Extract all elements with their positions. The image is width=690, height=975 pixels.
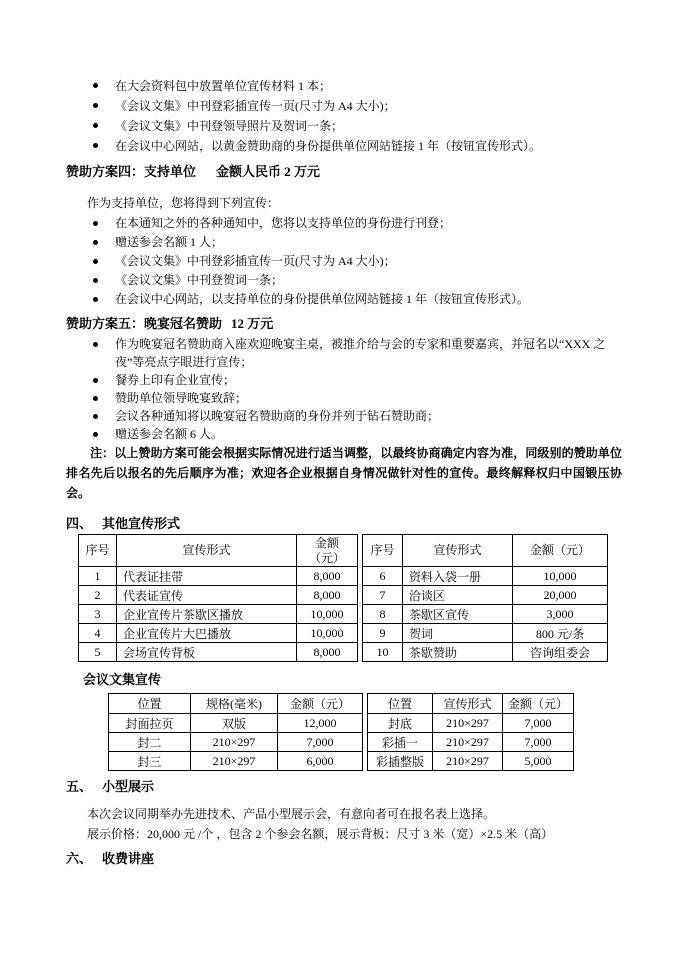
table-row [363,586,608,605]
note-paragraph: 注：以上赞助方案可能会根据实际情况进行适当调整，以最终协商确定内容为准，同级别的赞助单位排名先后以报名的先后顺序为准；欢迎各企业根据自身情况做针对性的宣传。最终解释权归中国锻压协会。 [66,446,622,500]
plan4-title-label: 赞助方案四：支持单位 [66,164,197,179]
table-row [109,733,363,752]
table-cell: 茶歇区宣传 [403,605,513,624]
table-cell: 代表证宣传 [117,586,297,605]
table-cell: 资料入袋一册 [403,567,513,586]
plan4-bullet-list [66,214,622,309]
table-cell: 封三 [109,752,191,771]
table-cell: 贺词 [403,624,513,643]
table-cell: 双版 [191,714,278,733]
table-cell: 8,000 [297,643,358,662]
section5-number: 五、 [66,779,93,794]
table-cell: 封面拉页 [109,714,191,733]
bullet-item: 赞助单位领导晚宴致辞； [66,389,622,407]
bullet-item: 在会议中心网站，以支持单位的身份提供单位网站链接 1 年（按钮宣传形式）。 [66,290,622,309]
table-row [363,605,608,624]
table-cell: 企业宣传片茶歇区播放 [117,605,297,624]
plan5-title [66,313,622,335]
expo-price-line: 展示价格：20,000 元 /个 ，包含 2 个参会名额，展示背板：尺寸 3 米（宽）×2.5 米（高） [87,827,554,841]
bullet-item: 《会议文集》中刊登彩插宣传一页(尺寸为 A4 大小)； [66,96,622,116]
plan5-title-amount: 12 万元 [231,316,274,331]
column-header: 位置 [368,694,433,714]
table-row [363,567,608,586]
table-cell: 8 [363,605,403,624]
table-cell: 代表证挂带 [117,567,297,586]
bullet-item: 赠送参会名额 6 人。 [66,425,622,443]
column-header: 位置 [109,694,191,714]
table-cell: 1 [79,567,117,586]
table-cell: 6 [363,567,403,586]
section6-title: 收费讲座 [102,851,155,866]
other-promo-table-right [362,534,608,662]
column-header: 序号 [363,535,403,567]
table-cell: 6,000 [278,752,363,771]
plan4-title-amount: 金额人民币 2 万元 [216,164,321,179]
bullet-item: 餐券上印有企业宣传； [66,371,622,389]
table-cell: 8,000 [297,586,358,605]
section4-number: 四、 [66,516,93,531]
bullet-item: 赠送参会名额 1 人； [66,233,622,252]
table-cell: 7,000 [278,733,363,752]
plan4-intro: 作为支持单位，您将得到下列宣传： [87,196,280,210]
table-cell: 210×297 [433,733,503,752]
other-promo-tables [78,534,622,662]
table-cell: 3 [79,605,117,624]
table-cell: 800 元/条 [513,624,608,643]
column-header: 金额（元） [297,535,358,567]
docs-table-left [108,693,363,771]
table-cell: 洽谈区 [403,586,513,605]
column-header: 规格(毫米) [191,694,278,714]
table-cell: 10 [363,643,403,662]
table-row [363,643,608,662]
column-header: 金额（元） [503,694,574,714]
other-promo-table-left [78,534,358,662]
bullet-item: 《会议文集》中刊登领导照片及贺词一条； [66,116,622,136]
table-cell: 210×297 [191,733,278,752]
plan4-title [66,161,622,183]
table-row [79,605,358,624]
plan5-title-label: 赞助方案五：晚宴冠名赞助 [66,316,223,331]
bullet-item: 作为晚宴冠名赞助商入座欢迎晚宴主桌，被推介给与会的专家和重要嘉宾，并冠名以“XXX 之夜”等亮点字眼进行宣传； [66,335,622,371]
table-cell: 9 [363,624,403,643]
table-row [79,624,358,643]
bullet-item: 在会议中心网站，以黄金赞助商的身份提供单位网站链接 1 年（按钮宣传形式）。 [66,136,622,156]
table-cell: 12,000 [278,714,363,733]
table-row [368,752,574,771]
section4-heading [66,514,622,534]
column-header: 金额（元） [513,535,608,567]
bullet-item: 在大会资料包中放置单位宣传材料 1 本； [66,76,622,96]
section5-heading [66,777,622,797]
column-header: 宣传形式 [403,535,513,567]
table-row [109,752,363,771]
table-cell: 3,000 [513,605,608,624]
table-cell: 10,000 [297,624,358,643]
docs-table-right [367,693,574,771]
section6-number: 六、 [66,851,93,866]
plan5-bullet-list [66,335,622,443]
table-cell: 4 [79,624,117,643]
table-row [79,586,358,605]
table-cell: 210×297 [433,714,503,733]
table-cell: 5 [79,643,117,662]
table-row [368,733,574,752]
column-header: 宣传形式 [117,535,297,567]
table-cell: 5,000 [503,752,574,771]
table-cell: 彩插整版 [368,752,433,771]
table-cell: 彩插一 [368,733,433,752]
table-cell: 茶歇赞助 [403,643,513,662]
table-cell: 10,000 [513,567,608,586]
table-cell: 10,000 [297,605,358,624]
section5-title: 小型展示 [102,779,155,794]
table-cell: 企业宣传片大巴播放 [117,624,297,643]
table-row [79,567,358,586]
table-row [109,714,363,733]
table-cell: 210×297 [191,752,278,771]
section6-heading [66,849,622,869]
column-header: 宣传形式 [433,694,503,714]
section4-title: 其他宣传形式 [102,516,181,531]
table-cell: 2 [79,586,117,605]
table-cell: 7,000 [503,733,574,752]
column-header: 金额（元） [278,694,363,714]
expo-intro-line: 本次会议同期举办先进技术、产品小型展示会，有意向者可在报名表上选择。 [87,807,496,821]
table-row [79,643,358,662]
table-cell: 会场宣传背板 [117,643,297,662]
column-header: 序号 [79,535,117,567]
bullet-item: 在本通知之外的各种通知中，您将以支持单位的身份进行刊登； [66,214,622,233]
docs-promo-title: 会议文集宣传 [83,672,162,687]
docs-promo-tables [108,693,622,771]
table-cell: 7,000 [503,714,574,733]
expo-paragraph [66,804,622,844]
table-cell: 咨询组委会 [513,643,608,662]
table-cell: 7 [363,586,403,605]
bullet-item: 《会议文集》中刊登彩插宣传一页(尺寸为 A4 大小)； [66,252,622,271]
bullet-item: 《会议文集》中刊登贺词一条； [66,271,622,290]
table-cell: 210×297 [433,752,503,771]
table-cell: 20,000 [513,586,608,605]
table-row [363,624,608,643]
bullet-item: 会议各种通知将以晚宴冠名赞助商的身份并列于钻石赞助商； [66,407,622,425]
table-cell: 封底 [368,714,433,733]
table-row [368,714,574,733]
table-cell: 封二 [109,733,191,752]
table-cell: 8,000 [297,567,358,586]
top-bullet-list [66,76,622,156]
